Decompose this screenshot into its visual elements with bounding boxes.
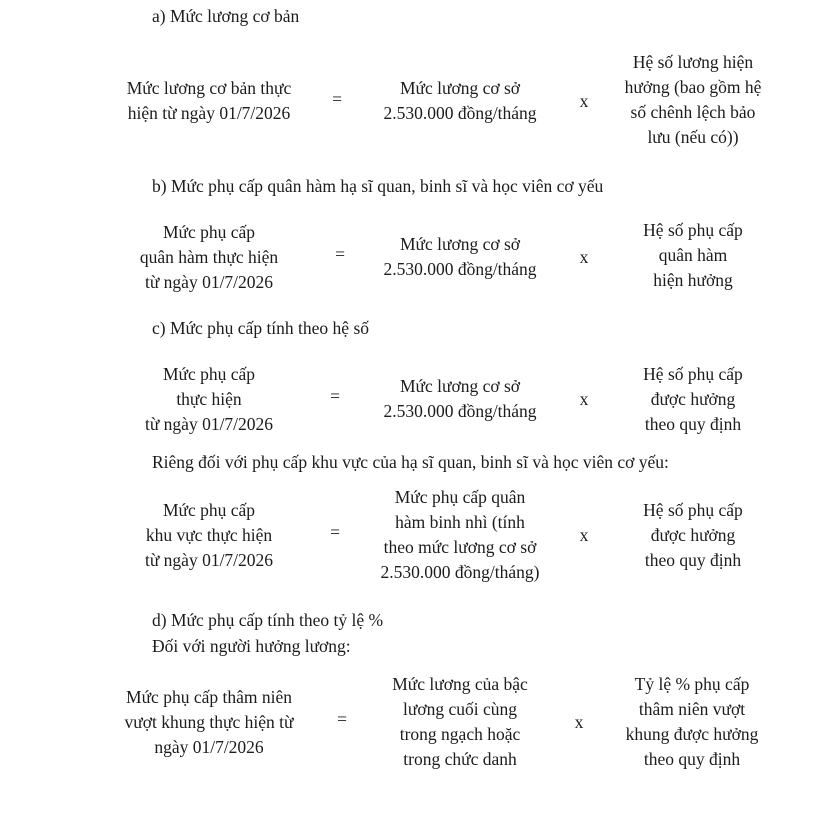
text-line: 2.530.000 đồng/tháng [383, 401, 537, 421]
heading-percentage-allowance: d) Mức phụ cấp tính theo tỷ lệ % [152, 610, 384, 630]
text-line: 2.530.000 đồng/tháng) [380, 562, 540, 582]
equals-sign: = [330, 386, 340, 406]
subheading-salary-earners: Đối với người hưởng lương: [152, 636, 351, 656]
formula-middle-term [360, 374, 560, 424]
formula-middle-term [355, 485, 565, 585]
heading-regional-allowance-note: Riêng đối với phụ cấp khu vực của hạ sĩ quan, binh sĩ và học viên cơ yếu: [152, 452, 669, 472]
text-line: ngày 01/7/2026 [154, 737, 264, 757]
multiply-sign: x [574, 712, 584, 732]
text-line: được hưởng [650, 389, 736, 409]
text-line: Tỷ lệ % phụ cấp [634, 674, 750, 694]
text-line: thâm niên vượt [638, 699, 746, 719]
text-line: theo quy định [643, 749, 741, 769]
text-line: từ ngày 01/7/2026 [144, 272, 274, 292]
multiply-sign: x [579, 247, 589, 267]
equals-sign: = [332, 89, 342, 109]
text-line: thực hiện [176, 389, 242, 409]
formula-left-term [108, 362, 310, 437]
formula-left-term [108, 220, 310, 295]
formula-right-term [600, 218, 786, 293]
equals-sign: = [330, 522, 340, 542]
text-line: quân hàm [658, 245, 728, 265]
text-line: theo quy định [644, 550, 742, 570]
text-line: Mức phụ cấp [162, 364, 256, 384]
formula-middle-term [360, 672, 560, 772]
text-line: trong ngạch hoặc [399, 724, 521, 744]
heading-rank-allowance: b) Mức phụ cấp quân hàm hạ sĩ quan, binh sĩ và học viên cơ yếu [152, 176, 604, 196]
formula-left-term [103, 76, 315, 126]
text-line: khu vực thực hiện [145, 525, 273, 545]
text-line: Mức lương cơ sở [399, 376, 521, 396]
formula-right-term [600, 498, 786, 573]
multiply-sign: x [579, 525, 589, 545]
heading-basic-salary: a) Mức lương cơ bản [152, 6, 300, 26]
text-line: Hệ số lương hiện [632, 52, 754, 72]
heading-coefficient-allowance: c) Mức phụ cấp tính theo hệ số [152, 318, 369, 338]
text-line: từ ngày 01/7/2026 [144, 550, 274, 570]
formula-right-term [600, 362, 786, 437]
text-line: theo quy định [644, 414, 742, 434]
formula-left-term [98, 685, 320, 760]
text-line: hàm binh nhì (tính [395, 512, 525, 532]
text-line: Mức lương cơ bản thực [126, 78, 292, 98]
text-line: Mức lương của bậc [392, 674, 528, 694]
text-line: trong chức danh [403, 749, 517, 769]
formula-middle-term [360, 76, 560, 126]
text-line: Hệ số phụ cấp [643, 220, 743, 240]
text-line: lương cuối cùng [403, 699, 517, 719]
formula-middle-term [360, 232, 560, 282]
text-line: từ ngày 01/7/2026 [144, 414, 274, 434]
text-line: khung được hưởng [625, 724, 759, 744]
text-line: Mức lương cơ sở [399, 78, 521, 98]
text-line: Mức lương cơ sở [399, 234, 521, 254]
equals-sign: = [337, 709, 347, 729]
text-line: theo mức lương cơ sở [383, 537, 537, 557]
equals-sign: = [335, 244, 345, 264]
multiply-sign: x [579, 389, 589, 409]
text-line: Mức phụ cấp thâm niên [126, 687, 292, 707]
multiply-sign: x [579, 91, 589, 111]
text-line: 2.530.000 đồng/tháng [383, 259, 537, 279]
text-line: Hệ số phụ cấp [643, 364, 743, 384]
formula-left-term [108, 498, 310, 573]
formula-right-term [596, 672, 788, 772]
text-line: hiện từ ngày 01/7/2026 [127, 103, 291, 123]
text-line: hưởng (bao gồm hệ [624, 77, 762, 97]
text-line: Mức phụ cấp quân [394, 487, 526, 507]
text-line: vượt khung thực hiện từ [124, 712, 294, 732]
text-line: Hệ số phụ cấp [643, 500, 743, 520]
text-line: quân hàm thực hiện [139, 247, 279, 267]
text-line: 2.530.000 đồng/tháng [383, 103, 537, 123]
text-line: Mức phụ cấp [162, 500, 256, 520]
text-line: lưu (nếu có)) [647, 127, 739, 147]
text-line: được hưởng [650, 525, 736, 545]
text-line: số chênh lệch bảo [630, 102, 756, 122]
formula-right-term [600, 50, 786, 150]
text-line: hiện hưởng [653, 270, 733, 290]
text-line: Mức phụ cấp [162, 222, 256, 242]
